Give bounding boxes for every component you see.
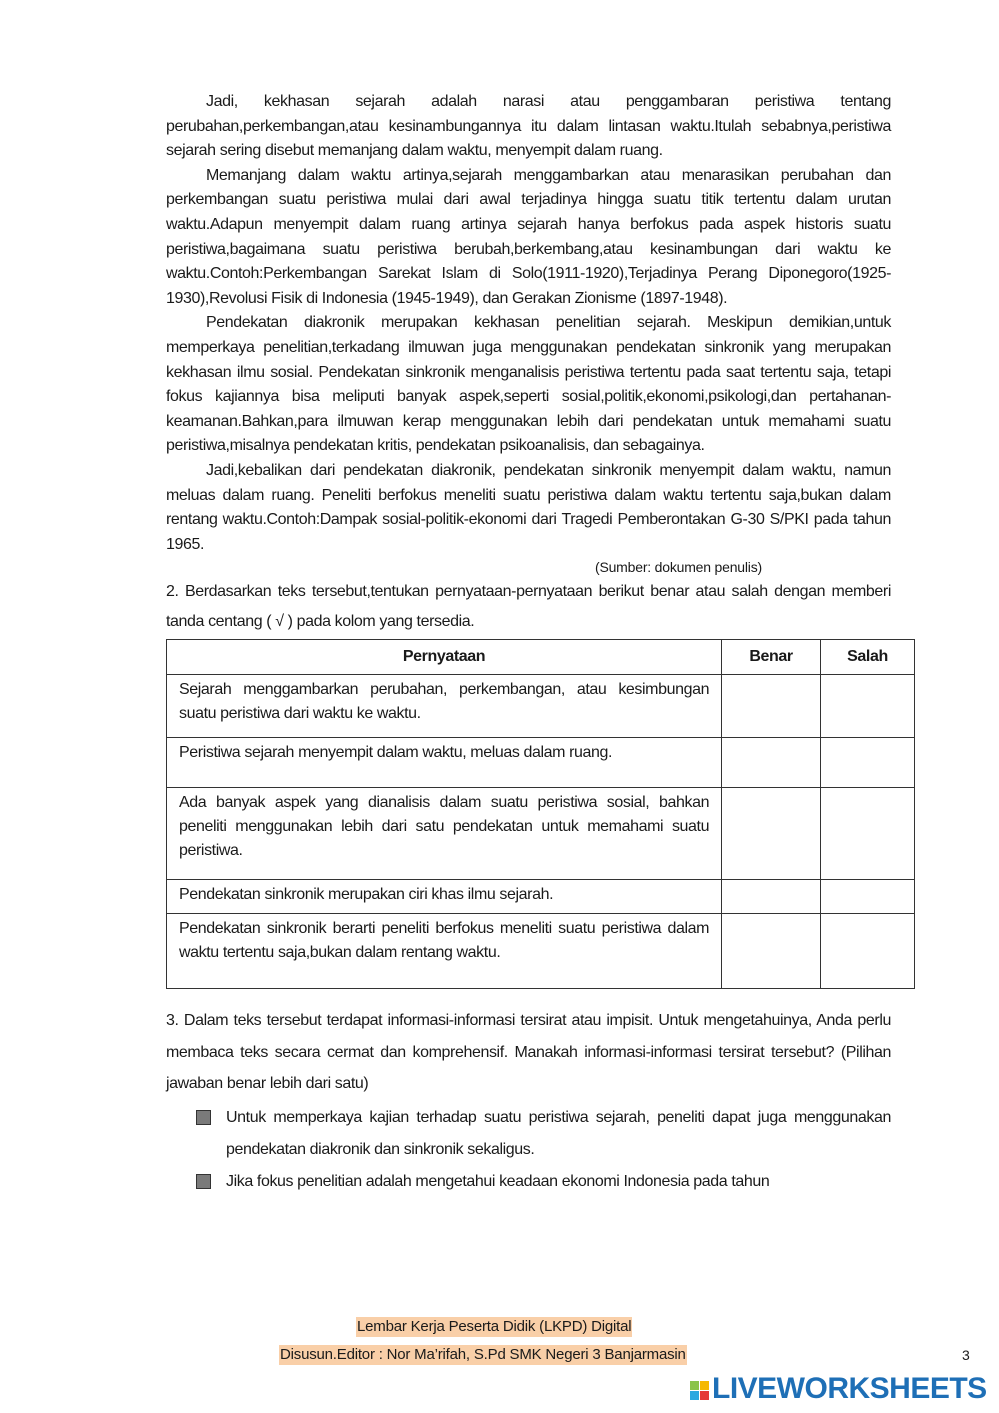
option-1 xyxy=(196,1102,891,1166)
true-cell[interactable] xyxy=(722,738,821,788)
header-false: Salah xyxy=(821,640,915,675)
question-2: 2. Berdasarkan teks tersebut,tentukan pernyataan-pernyataan berikut benar atau salah dengan memberi tanda centang ( √ ) pada kolom yang tersedia. xyxy=(166,583,891,631)
paragraph: Jadi, kekhasan sejarah adalah narasi atau penggambaran peristiwa tentang perubahan,perkembangan,atau kesinambungannya itu dalam lintasan waktu.Itulah sebabnya,peristiwa sejarah sering disebut memanjang dalam waktu, menyempit dalam ruang. xyxy=(166,93,891,160)
source-note: (Sumber: dokumen penulis) xyxy=(595,559,762,576)
option-checkbox[interactable] xyxy=(196,1174,211,1189)
logo-text: LIVEWORKSHEETS xyxy=(712,1372,987,1405)
option-checkbox[interactable] xyxy=(196,1110,211,1125)
option-2 xyxy=(196,1166,891,1198)
statement: Sejarah menggambarkan perubahan, perkembangan, atau kesimbungan suatu peristiwa dari waktu ke waktu. xyxy=(167,675,722,738)
logo-squares-icon xyxy=(690,1381,709,1400)
table-row xyxy=(167,675,915,738)
header-statement: Pernyataan xyxy=(167,640,722,675)
paragraph: Jadi,kebalikan dari pendekatan diakronik, pendekatan sinkronik menyempit dalam waktu, namun meluas dalam ruang. Peneliti berfokus meneliti suatu peristiwa dalam waktu tertentu saja,bukan dalam rentang waktu.Contoh:Dampak sosial-politik-ekonomi dari Tragedi Pemberontakan G-30 S/PKI pada tahun 1965. xyxy=(166,461,891,553)
paragraph: Memanjang dalam waktu artinya,sejarah menggambarkan atau menarasikan perubahan dan perkembangan suatu peristiwa mulai dari awal terjadinya hingga suatu titik tertentu dalam urutan waktu.Adapun menyempit dalam ruang artinya sejarah hanya berfokus pada aspek historis suatu peristiwa,bagaimana suatu peristiwa berubah,berkembang,atau kesinambungan dari waktu ke waktu.Contoh:Perkembangan Sarekat Islam di Solo(1911-1920),Terjadinya Perang Diponegoro(1925-1930),Revolusi Fisik di Indonesia (1945-1949), dan Gerakan Zionisme (1897-1948). xyxy=(166,166,891,307)
reading-text xyxy=(166,90,891,557)
statement: Pendekatan sinkronik berarti peneliti berfokus meneliti suatu peristiwa dalam waktu tertentu saja,bukan dalam rentang waktu. xyxy=(167,914,722,989)
paragraph: Pendekatan diakronik merupakan kekhasan penelitian sejarah. Meskipun demikian,untuk memperkaya penelitian,terkadang ilmuwan juga menggunakan pendekatan sinkronik yang merupakan kekhasan ilmu sosial. Pendekatan sinkronik menganalisis peristiwa tertentu pada saat tertentu saja, tetapi fokus kajiannya bisa meliputi banyak aspek,seperti sosial,politik,ekonomi,psikologi,dan pertahanan-keamanan.Bahkan,para ilmuwan kerap menggunakan lebih dari pendekatan untuk memahami suatu peristiwa,misalnya pendekatan kritis, pendekatan psikoanalisis, dan sebagainya. xyxy=(166,314,891,455)
statement: Peristiwa sejarah menyempit dalam waktu, meluas dalam ruang. xyxy=(167,738,722,788)
page-content xyxy=(166,90,915,1198)
page-number: 3 xyxy=(962,1347,970,1363)
false-cell[interactable] xyxy=(821,675,915,738)
statement: Ada banyak aspek yang dianalisis dalam suatu peristiwa sosial, bahkan peneliti menggunakan lebih dari satu pendekatan untuk memahami suatu peristiwa. xyxy=(167,788,722,880)
true-cell[interactable] xyxy=(722,914,821,989)
table-header xyxy=(167,640,915,675)
table-row xyxy=(167,788,915,880)
table-row xyxy=(167,738,915,788)
option-label: Untuk memperkaya kajian terhadap suatu peristiwa sejarah, peneliti dapat juga menggunakan pendekatan diakronik dan sinkronik sekaligus. xyxy=(226,1108,891,1158)
true-cell[interactable] xyxy=(722,675,821,738)
table-row xyxy=(167,914,915,989)
footer-title: Lembar Kerja Peserta Didik (LKPD) Digital xyxy=(357,1318,632,1335)
true-cell[interactable] xyxy=(722,788,821,880)
true-false-table xyxy=(166,639,915,989)
question-3: 3. Dalam teks tersebut terdapat informasi-informasi tersirat atau impisit. Untuk mengetahuinya, Anda perlu membaca teks secara cermat dan komprehensif. Manakah informasi-informasi tersirat tersebut? (Pilihan jawaban benar lebih dari satu) xyxy=(166,1012,891,1093)
statement: Pendekatan sinkronik merupakan ciri khas ilmu sejarah. xyxy=(167,880,722,914)
false-cell[interactable] xyxy=(821,914,915,989)
true-cell[interactable] xyxy=(722,880,821,914)
liveworksheets-logo xyxy=(690,1372,987,1406)
footer-editor: Disusun.Editor : Nor Ma’rifah, S.Pd SMK Negeri 3 Banjarmasin xyxy=(280,1346,686,1363)
table-row xyxy=(167,880,915,914)
header-true: Benar xyxy=(722,640,821,675)
option-label: Jika fokus penelitian adalah mengetahui keadaan ekonomi Indonesia pada tahun xyxy=(226,1172,770,1190)
false-cell[interactable] xyxy=(821,880,915,914)
false-cell[interactable] xyxy=(821,738,915,788)
false-cell[interactable] xyxy=(821,788,915,880)
